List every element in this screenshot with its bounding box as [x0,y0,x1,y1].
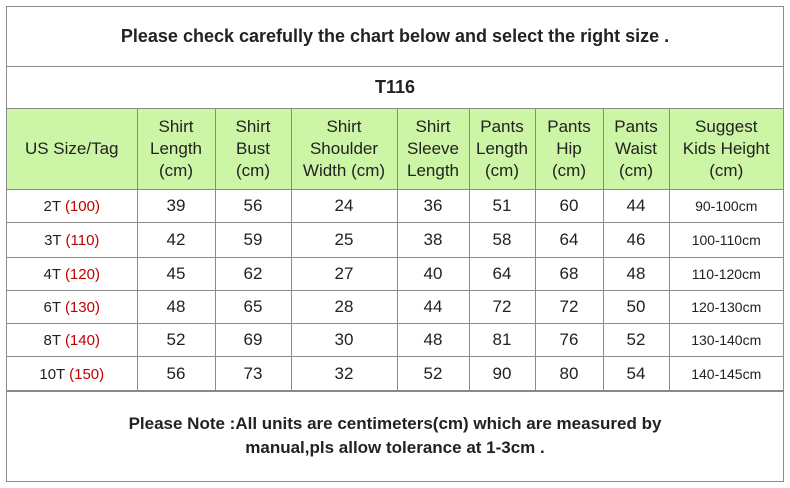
size-tag-cell [7,324,137,357]
size-cm: (140) [64,331,100,349]
column-header-line: Pants [614,117,658,136]
measurement-cell: 36 [397,190,469,223]
table-row [7,223,783,258]
measurement-cell: 44 [397,291,469,324]
column-header-line: (cm) [236,161,270,180]
table-row [7,324,783,357]
size-cm: (130) [64,298,100,316]
column-header-line: Shirt [326,117,362,136]
column-header-line: Pants [480,117,524,136]
measurement-cell: 50 [603,291,669,324]
kids-height-cell: 120-130cm [669,291,783,324]
measurement-cell: 48 [397,324,469,357]
column-header-line: (cm) [709,161,744,180]
measurement-cell: 90 [469,357,535,392]
measurement-cell: 60 [535,190,603,223]
measurement-cell: 52 [137,324,215,357]
measurement-cell: 48 [603,258,669,291]
measurement-cell: 38 [397,223,469,258]
column-header-line: Shirt [158,117,194,136]
column-header-line: Shirt [235,117,271,136]
size-tag: 3T [44,231,62,249]
measurement-cell: 46 [603,223,669,258]
column-header-line: Pants [547,117,591,136]
measurement-cell: 52 [397,357,469,392]
instruction-banner [7,7,783,67]
measurement-cell: 56 [215,190,291,223]
column-header-line: Hip [556,139,582,158]
size-tag-cell [7,357,137,392]
kids-height-cell: 100-110cm [669,223,783,258]
column-header-line: Waist [615,139,657,158]
column-header [535,109,603,190]
measurement-cell: 52 [603,324,669,357]
column-header-line: (cm) [552,161,586,180]
column-header [7,109,137,190]
measurement-cell: 80 [535,357,603,392]
column-header [397,109,469,190]
measurement-cell: 73 [215,357,291,392]
measurement-cell: 59 [215,223,291,258]
measurement-cell: 56 [137,357,215,392]
measurement-cell: 54 [603,357,669,392]
measurement-cell: 48 [137,291,215,324]
column-header [603,109,669,190]
measurement-cell: 39 [137,190,215,223]
column-header-line: Bust [235,139,271,158]
column-header-line: Shoulder [309,139,379,158]
measurement-cell: 44 [603,190,669,223]
table-row [7,190,783,223]
measurement-cell: 72 [535,291,603,324]
size-tag: 4T [43,265,61,283]
model-banner [7,67,783,109]
size-tag: 2T [43,197,61,215]
kids-height-cell: 130-140cm [669,324,783,357]
column-header-line: Kids Height [682,139,770,158]
column-header-line: Sleeve [407,139,459,158]
measurement-cell: 69 [215,324,291,357]
size-cm: (120) [64,265,100,283]
model-code: T116 [374,77,416,97]
measurement-cell: 64 [535,223,603,258]
size-table [7,109,783,392]
column-header [215,109,291,190]
size-tag-cell [7,190,137,223]
table-row [7,357,783,392]
column-header [469,109,535,190]
size-tag-cell [7,223,137,258]
measurement-cell: 24 [291,190,397,223]
measurement-cell: 76 [535,324,603,357]
column-header-line: (cm) [159,161,193,180]
measurement-cell: 72 [469,291,535,324]
column-header-line: Length [150,139,202,158]
size-tag: 6T [43,298,61,316]
measurement-cell: 25 [291,223,397,258]
column-header-line: (cm) [619,161,653,180]
column-header-line: Suggest [695,117,758,136]
column-header [137,109,215,190]
measurement-cell: 40 [397,258,469,291]
kids-height-cell: 90-100cm [669,190,783,223]
measurement-cell: 28 [291,291,397,324]
measurement-cell: 27 [291,258,397,291]
measurement-cell: 32 [291,357,397,392]
size-chart-frame [6,6,784,482]
measurement-cell: 81 [469,324,535,357]
size-cm: (100) [64,197,100,215]
table-body [7,190,783,392]
size-tag: 10T [39,365,65,383]
table-row [7,258,783,291]
table-row [7,291,783,324]
column-header-line: Length [476,139,528,158]
size-tag: 8T [43,331,61,349]
column-header-line: (cm) [485,161,519,180]
note-banner [7,390,783,481]
instruction-text: Please check carefully the chart below and select the right size . [120,26,670,46]
note-line-2: manual,pls allow tolerance at 1-3cm . [245,438,545,457]
column-header-line: Width (cm) [302,161,386,180]
measurement-cell: 68 [535,258,603,291]
measurement-cell: 65 [215,291,291,324]
column-header-line: Length [407,161,459,180]
column-header-line: Shirt [415,117,451,136]
size-cm: (150) [69,365,105,383]
measurement-cell: 30 [291,324,397,357]
measurement-cell: 42 [137,223,215,258]
kids-height-cell: 110-120cm [669,258,783,291]
measurement-cell: 62 [215,258,291,291]
measurement-cell: 64 [469,258,535,291]
size-tag-cell [7,291,137,324]
measurement-cell: 51 [469,190,535,223]
size-cm: (110) [65,231,100,249]
table-header-row [7,109,783,190]
column-header-line: US Size/Tag [24,139,119,158]
column-header [291,109,397,190]
measurement-cell: 45 [137,258,215,291]
measurement-cell: 58 [469,223,535,258]
note-line-1: Please Note :All units are centimeters(cm) which are measured by [128,414,662,433]
size-tag-cell [7,258,137,291]
kids-height-cell: 140-145cm [669,357,783,392]
column-header [669,109,783,190]
